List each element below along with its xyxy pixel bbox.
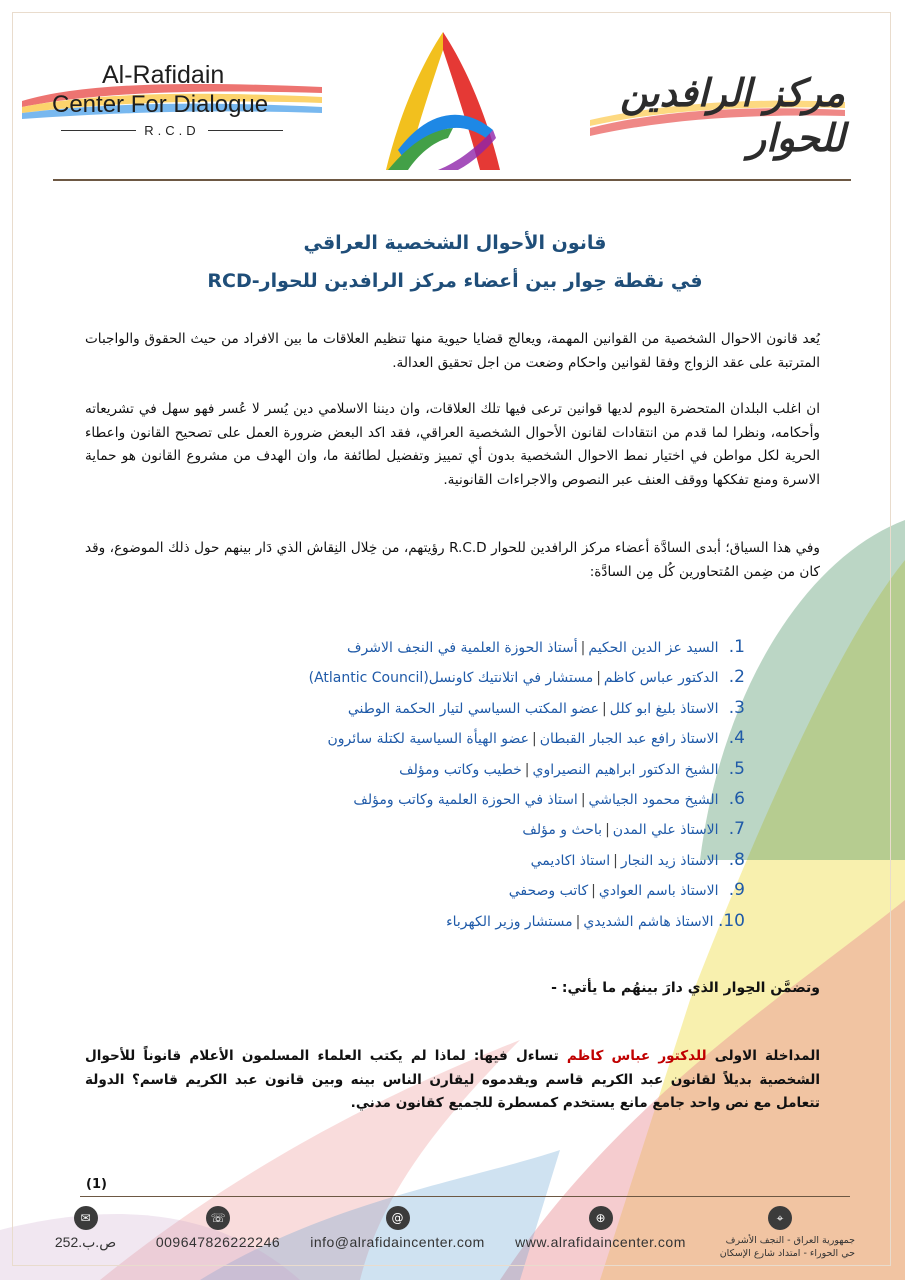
participant-name: الشيخ محمود الجياشي [588, 791, 719, 808]
participant-role: عضو الهيأة السياسية لكتلة سائرون [327, 731, 530, 748]
participant-role: مستشار وزير الكهرباء [446, 913, 573, 930]
document-subtitle: في نقطة حِوار بين أعضاء مركز الرافدين للحوار-RCD [207, 270, 703, 292]
list-item: 6. الشيخ محمود الجياشي|استاذ في الحوزة العلمية وكاتب ومؤلف [215, 784, 745, 814]
participant-name: الاستاذ علي المدن [612, 822, 719, 839]
list-item: 2. الدكتور عباس كاظم|مستشار في اتلانتيك كاونسل(Atlantic Council) [215, 662, 745, 692]
participant-role: مستشار في اتلانتيك كاونسل(Atlantic Council) [308, 670, 594, 687]
participant-role: استاذ في الحوزة العلمية وكاتب ومؤلف [353, 791, 578, 808]
list-item: 9. الاستاذ باسم العوادي|كاتب وصحفي [215, 875, 745, 905]
participant-role: استاذ اكاديمي [530, 852, 611, 869]
logo-en-line2: Center For Dialogue [52, 91, 269, 118]
list-item: 4. الاستاذ رافع عبد الجبار القبطان|عضو الهيأة السياسية لكتلة سائرون [215, 723, 745, 753]
dialogue-intro: وتضمَّن الحِوار الذي دارَ بينهُم ما يأتي: - [551, 980, 820, 996]
mailbox-icon: ✉ [74, 1206, 98, 1230]
po-box-text: ص.ب.252 [54, 1234, 117, 1250]
footer-email [305, 1206, 490, 1250]
phone-icon: ☏ [206, 1206, 230, 1230]
logo-ar-text: مركز الرافدين للحوار [620, 70, 845, 160]
logo-abbr-text: R.C.D [144, 123, 200, 138]
address-line2: حي الحوراء - امتداد شارع الإسكان [719, 1248, 855, 1259]
participant-role: باحث و مؤلف [522, 822, 603, 839]
participant-name: الاستاذ باسم العوادي [598, 883, 719, 900]
participant-role: أستاذ الحوزة العلمية في النجف الاشرف [347, 640, 578, 656]
list-number: 5. [728, 758, 745, 779]
paragraph-2: ان اغلب البلدان المتحضرة اليوم لديها قوانين ترعى فيها تلك العلاقات، وان ديننا الاسلامي دين يُسر لا عُسر فهو سهل في تشريعاته وأحكامه، ونظرا لما قدم من انتقادات لقانون الأحوال الشخصية العراقي، فقد اكد البعض ضرورة العمل على تصحيح القانون واعطاء الحرية لكل مواطن في اختيار نمط الاحوال الشخصية بدون أي تمييز وتفضيل لطائفة ما، وان الهدف من مشروع القانون هو حماية الاسرة ومنع تفككها ووقف العنف عبر النصوص والاجراءات القانونية. [85, 401, 820, 488]
footer-divider [80, 1196, 850, 1197]
participant-name: السيد عز الدين الحكيم [588, 640, 719, 656]
p4-rest: تساءل فيها: لماذا لم يكتب العلماء المسلمون الأعلام قانوناً للأحوال الشخصية بديلاً لقانون عبد الكريم قاسم ويقدموه ليقارن الناس بينه وبين قانون عبد الكريم قاسم؟ الدولة تتعامل مع نص واحد جامع مانع يستخدم كمسطرة للجميع كقانون مدني. [85, 1048, 820, 1112]
location-pin-icon: ⌖ [768, 1206, 792, 1230]
participant-name: الاستاذ رافع عبد الجبار القبطان [539, 731, 719, 748]
list-number: 1. [728, 637, 745, 657]
phone-text[interactable]: 009647826222246 [155, 1234, 281, 1250]
list-item: 5. الشيخ الدكتور ابراهيم النصيراوي|خطيب وكاتب ومؤلف [215, 754, 745, 784]
rcd-emblem-icon [378, 30, 508, 175]
list-item: 1. السيد عز الدين الحكيم|أستاذ الحوزة العلمية في النجف الاشرف [215, 632, 745, 662]
logo-arabic [580, 58, 850, 160]
participant-name: الاستاذ بليغ ابو كلل [609, 700, 719, 717]
logo-english [22, 55, 322, 145]
list-item: 3. الاستاذ بليغ ابو كلل|عضو المكتب السياسي لتيار الحكمة الوطني [215, 693, 745, 723]
list-item: 7. الاستاذ علي المدن|باحث و مؤلف [215, 814, 745, 844]
website-link[interactable]: www.alrafidaincenter.com [515, 1234, 686, 1250]
email-icon: @ [386, 1206, 410, 1230]
list-number: 2. [728, 667, 745, 688]
list-number: 9. [728, 880, 745, 901]
list-number: 4. [728, 728, 745, 749]
footer-phone [148, 1206, 288, 1250]
paragraph-3: وفي هذا السياق؛ أبدى السادَّة أعضاء مركز الرافدين للحوار R.C.D رؤيتهم، من خِلال النِقاش الذي دَار بينهم حول ذلك الموضوع، وقد كان من ضِمن المُتحاورين كُل مِن السادَّة: [85, 540, 820, 580]
header-divider [53, 179, 851, 181]
list-number: 10. [717, 910, 745, 931]
list-number: 7. [728, 819, 745, 840]
participant-role: خطيب وكاتب ومؤلف [399, 761, 522, 778]
page-number: (1) [86, 1177, 107, 1192]
logo-en-abbr [22, 123, 322, 138]
participant-name: الاستاذ هاشم الشديدي [583, 913, 714, 930]
list-number: 6. [728, 788, 745, 809]
participant-role: كاتب وصحفي [508, 883, 589, 900]
logo-en-line1: Al-Rafidain [102, 61, 225, 89]
email-link[interactable]: info@alrafidaincenter.com [310, 1234, 485, 1250]
footer-address [705, 1206, 855, 1260]
paragraph-1: يُعد قانون الاحوال الشخصية من القوانين المهمة، ويعالج قضايا حيوية منها تنظيم العلاقات ما بين الافراد من حيث الحقوق والواجبات المترتبة على عقد الزواج وفقا لقوانين واحكام وضعت من اجل تحقيق العدالة. [85, 331, 820, 371]
participant-name: الشيخ الدكتور ابراهيم النصيراوي [532, 761, 719, 778]
participant-name: الاستاذ زيد النجار [620, 852, 719, 869]
footer-po-box [38, 1206, 133, 1251]
address-text [705, 1234, 855, 1260]
paragraph-4 [85, 1045, 820, 1116]
address-line1: جمهورية العراق - النجف الأشرف [725, 1235, 855, 1246]
speaker-name: للدكتور عباس كاظم [566, 1048, 707, 1064]
document-title: قانون الأحوال الشخصية العراقي [303, 232, 607, 254]
p4-lead: المداخلة الاولى [706, 1048, 820, 1064]
list-item: 8. الاستاذ زيد النجار|استاذ اكاديمي [215, 845, 745, 875]
list-item: 10. الاستاذ هاشم الشديدي|مستشار وزير الكهرباء [215, 906, 745, 936]
list-number: 3. [728, 697, 745, 718]
participant-role: عضو المكتب السياسي لتيار الحكمة الوطني [347, 700, 600, 717]
list-number: 8. [728, 849, 745, 870]
footer-website [508, 1206, 693, 1250]
participants-list [215, 632, 745, 936]
globe-icon: ⊕ [589, 1206, 613, 1230]
participant-name: الدكتور عباس كاظم [603, 670, 719, 687]
